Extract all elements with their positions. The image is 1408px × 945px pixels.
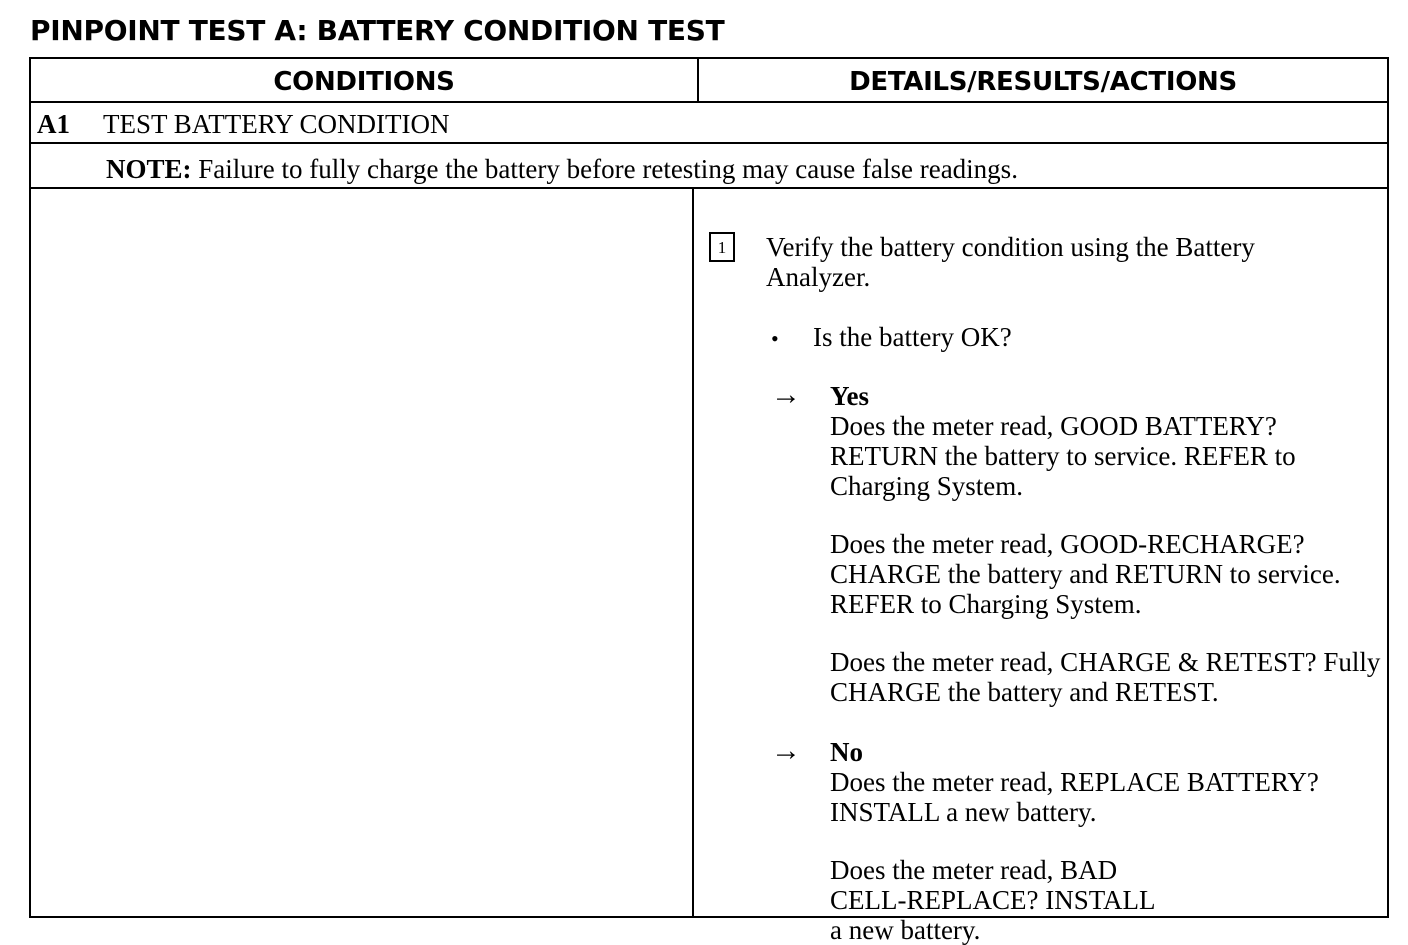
- no-result-bad-cell: Does the meter read, BAD CELL-REPLACE? INSTALL a new battery.: [830, 855, 1155, 945]
- no-label: No: [830, 737, 863, 767]
- yes-result-good-battery: Does the meter read, GOOD BATTERY? RETURN the battery to service. REFER to Charging System.: [830, 411, 1296, 501]
- note-label: NOTE:: [106, 154, 192, 184]
- no-arrow-icon: →: [771, 734, 801, 767]
- question-text: Is the battery OK?: [813, 322, 1012, 352]
- pinpoint-test-table: [29, 57, 1389, 945]
- conditions-cell: [31, 189, 691, 916]
- note-text: Failure to fully charge the battery before retesting may cause false readings.: [191, 154, 1018, 184]
- body-divider: [692, 187, 694, 916]
- yes-arrow-icon: →: [771, 378, 801, 411]
- step-row: [37, 109, 450, 140]
- note-row: [106, 154, 1018, 185]
- conditions-header: CONDITIONS: [273, 67, 455, 97]
- question-item: [771, 322, 1012, 354]
- step-id: A1: [37, 109, 70, 139]
- header-rule: [31, 101, 1387, 103]
- page-title: PINPOINT TEST A: BATTERY CONDITION TEST: [30, 14, 725, 47]
- step-rule: [31, 142, 1387, 144]
- substep-number-box: 1: [709, 232, 735, 262]
- no-result-replace-battery: Does the meter read, REPLACE BATTERY? INSTALL a new battery.: [830, 767, 1319, 827]
- yes-result-charge-retest: Does the meter read, CHARGE & RETEST? Fully CHARGE the battery and RETEST.: [830, 647, 1381, 707]
- step-title: TEST BATTERY CONDITION: [103, 109, 450, 139]
- details-header: DETAILS/RESULTS/ACTIONS: [849, 67, 1237, 97]
- bullet-icon: •: [771, 326, 779, 351]
- yes-result-good-recharge: Does the meter read, GOOD-RECHARGE? CHARGE the battery and RETURN to service. REFER to Charging System.: [830, 529, 1341, 619]
- substep-instruction: Verify the battery condition using the Battery Analyzer.: [766, 232, 1255, 292]
- yes-label: Yes: [830, 381, 869, 411]
